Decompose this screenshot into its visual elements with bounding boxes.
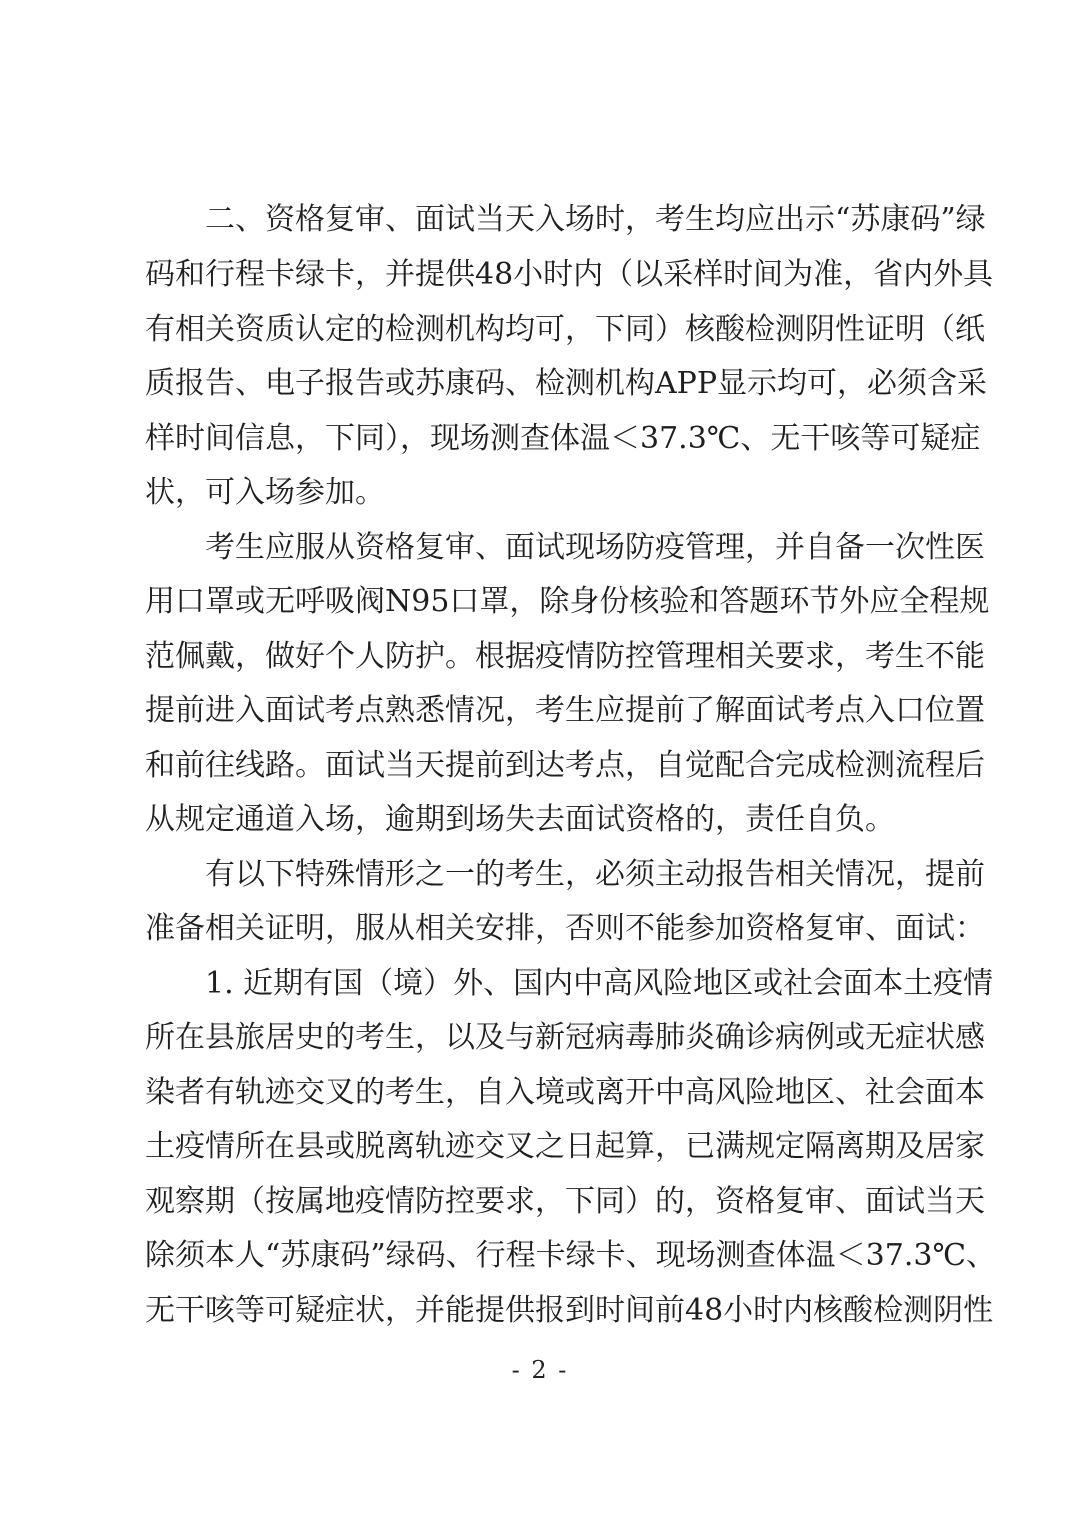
paragraph-4-line-5: 观察期（按属地疫情防控要求，下同）的，资格复审、面试当天 [145,1184,985,1219]
paragraph-4-line-6: 除须本人“苏康码”绿码、行程卡绿卡、现场测查体温＜37.3℃、 [145,1238,997,1273]
page-number: - 2 - [511,1356,569,1384]
paragraph-4-line-1: 1. 近期有国（境）外、国内中高风险地区或社会面本土疫情 [205,966,994,1001]
paragraph-4-line-4: 土疫情所在县或脱离轨迹交叉之日起算，已满规定隔离期及居家 [145,1129,985,1164]
paragraph-2-line-6: 从规定通道入场，逾期到场失去面试资格的，责任自负。 [145,802,895,837]
paragraph-3-line-2: 准备相关证明，服从相关安排，否则不能参加资格复审、面试： [145,911,985,946]
paragraph-2-line-2: 用口罩或无呼吸阀N95口罩，除身份核验和答题环节外应全程规 [145,584,990,619]
paragraph-2-line-1: 考生应服从资格复审、面试现场防疫管理，并自备一次性医 [205,530,985,565]
paragraph-1-line-1: 二、资格复审、面试当天入场时，考生均应出示“苏康码”绿 [205,202,986,237]
paragraph-3-line-1: 有以下特殊情形之一的考生，必须主动报告相关情况，提前 [205,857,985,892]
paragraph-1-line-3: 有相关资质认定的检测机构均可，下同）核酸检测阴性证明（纸 [145,312,985,347]
paragraph-4-line-2: 所在县旅居史的考生，以及与新冠病毒肺炎确诊病例或无症状感 [145,1020,985,1055]
paragraph-2-line-4: 提前进入面试考点熟悉情况，考生应提前了解面试考点入口位置 [145,693,985,728]
paragraph-1-line-4: 质报告、电子报告或苏康码、检测机构APP显示均可，必须含采 [145,366,988,401]
paragraph-1-line-5: 样时间信息，下同），现场测查体温＜37.3℃、无干咳等可疑症 [145,421,981,456]
paragraph-2-line-5: 和前往线路。面试当天提前到达考点，自觉配合完成检测流程后 [145,748,985,783]
paragraph-2-line-3: 范佩戴，做好个人防护。根据疫情防控管理相关要求，考生不能 [145,639,985,674]
paragraph-4-line-7: 无干咳等可疑症状，并能提供报到时间前48小时内核酸检测阴性 [145,1293,994,1328]
paragraph-4-line-3: 染者有轨迹交叉的考生，自入境或离开中高风险地区、社会面本 [145,1075,985,1110]
paragraph-1-line-6: 状，可入场参加。 [145,475,385,510]
paragraph-1-line-2: 码和行程卡绿卡，并提供48小时内（以采样时间为准，省内外具 [145,257,994,292]
